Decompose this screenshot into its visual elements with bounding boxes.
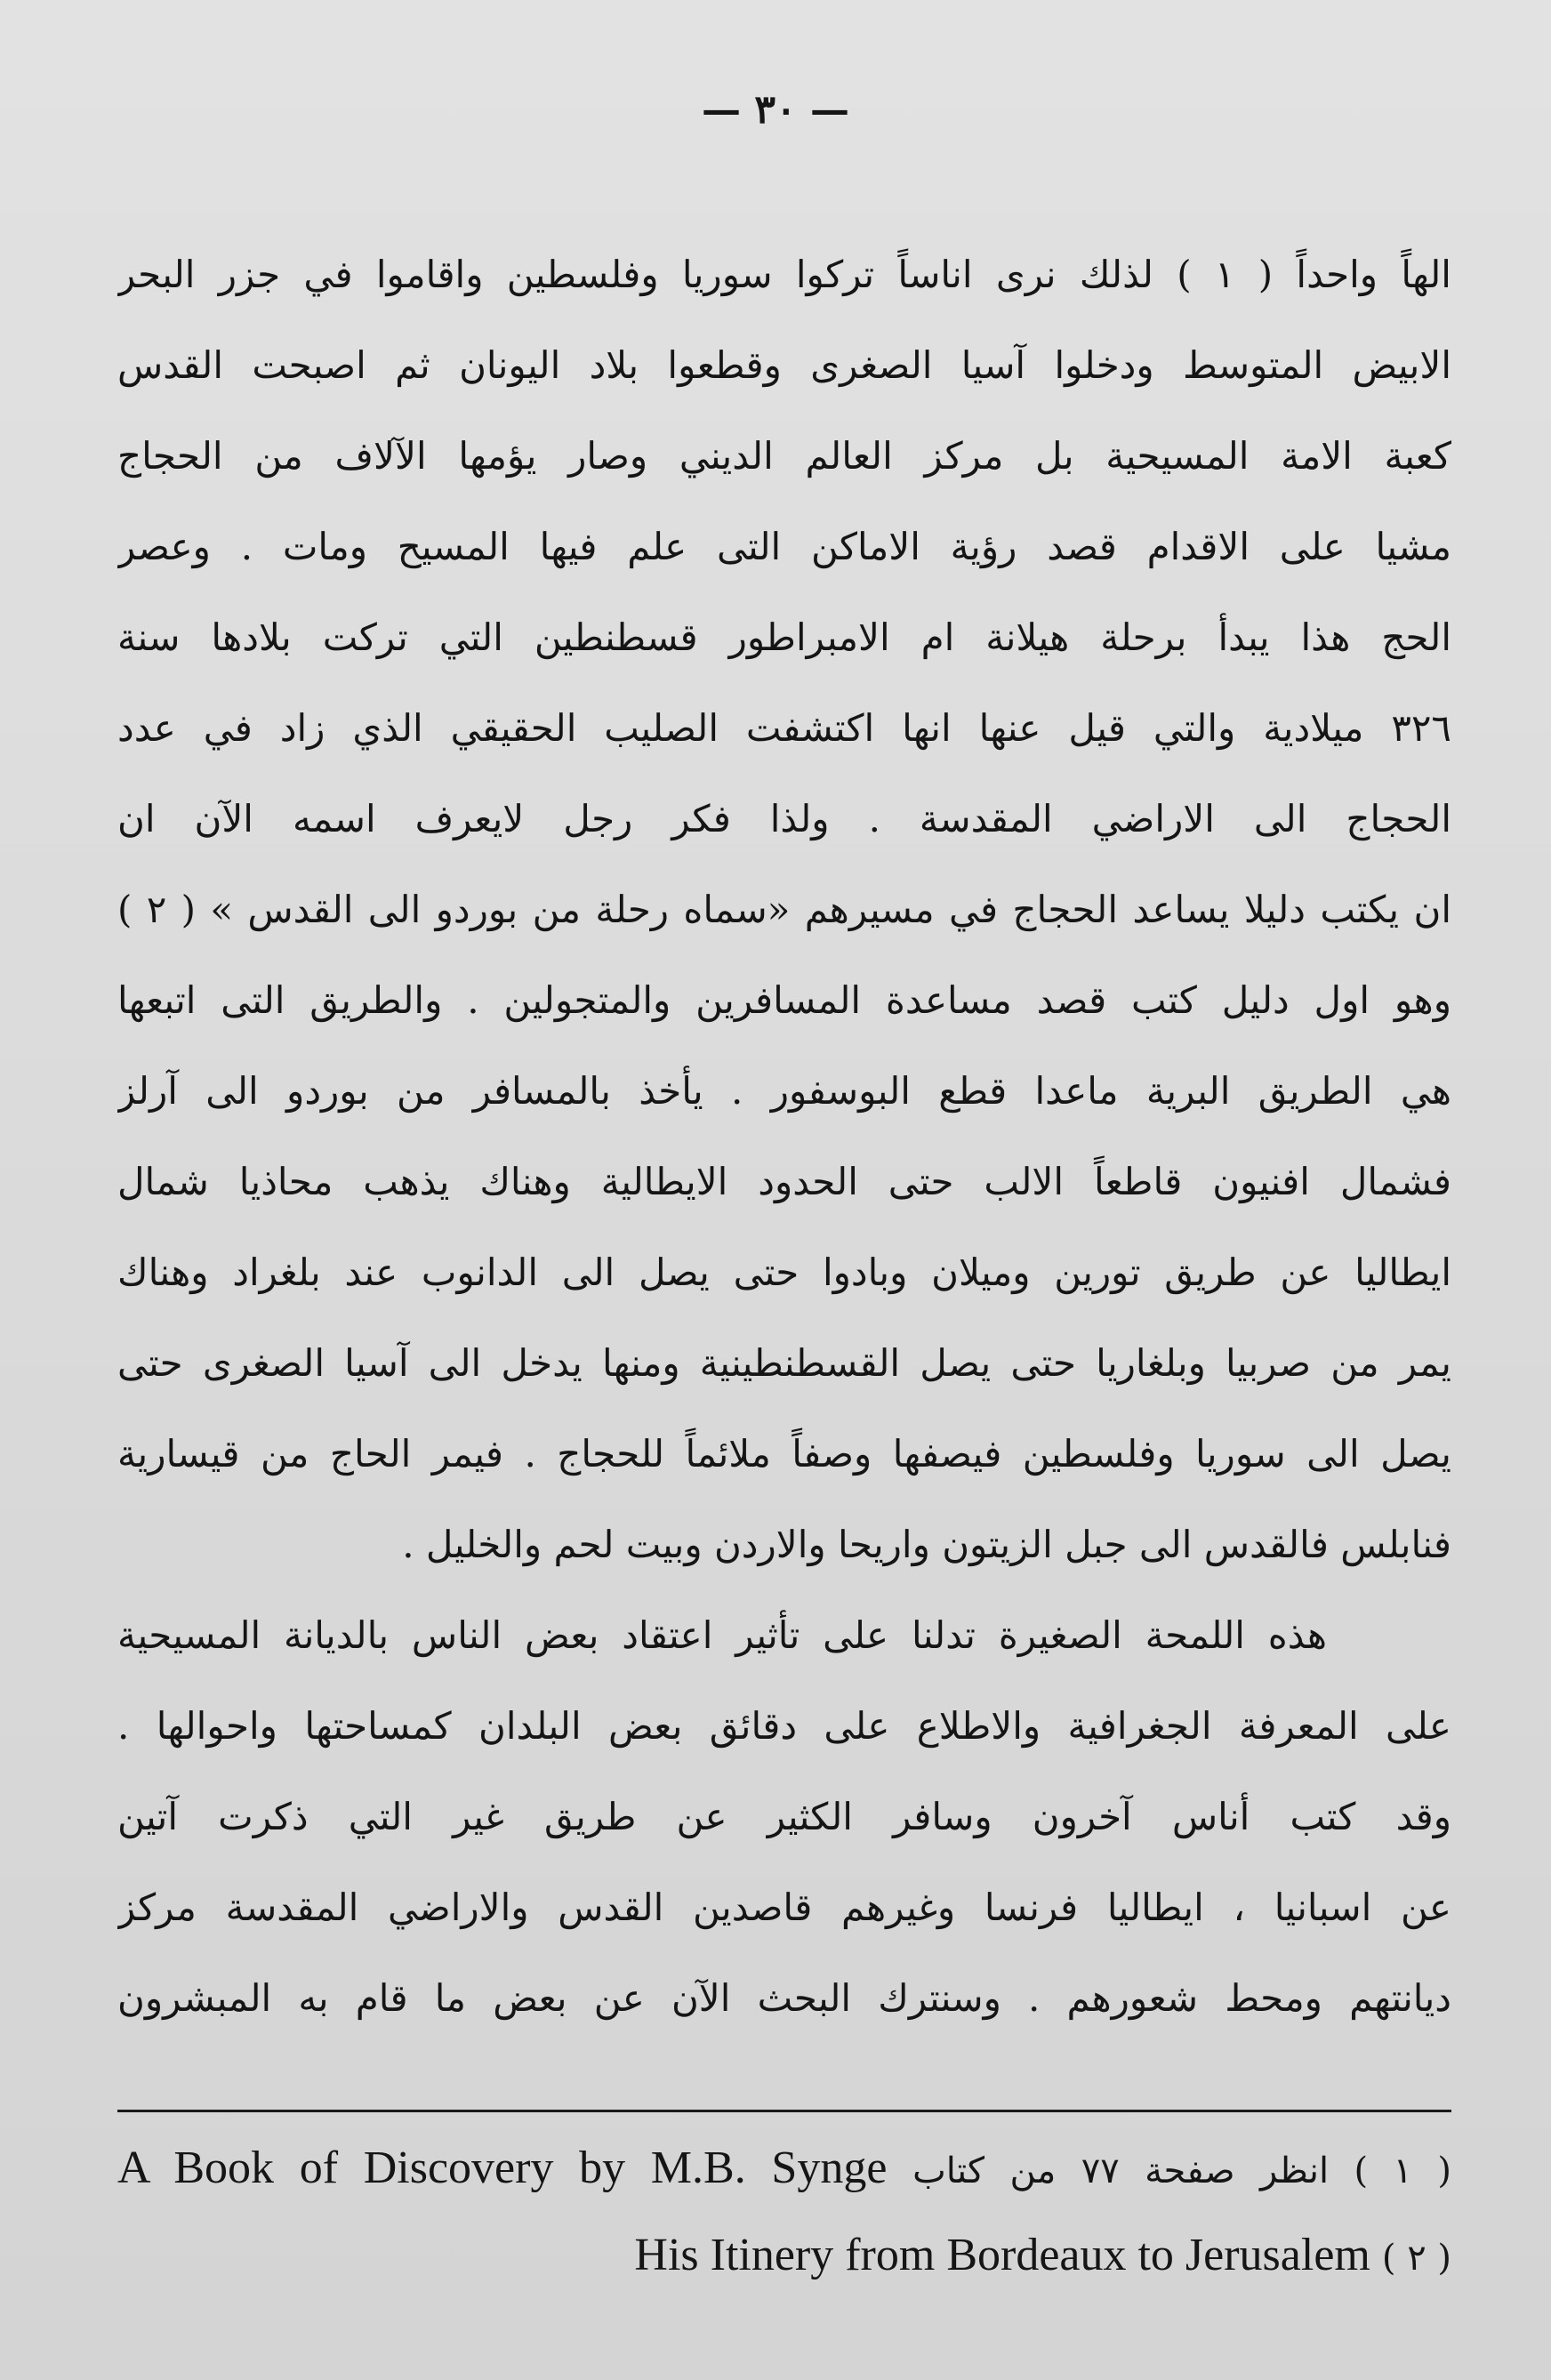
page-number: — ٣٠ —	[702, 87, 849, 133]
text-line: وقد كتب أناس آخرون وسافر الكثير عن طريق غير التي ذكرت آتين	[117, 1795, 1451, 1838]
text-line: عن اسبانيا ، ايطاليا فرنسا وغيرهم قاصدين القدس والاراضي المقدسة مركز	[117, 1886, 1451, 1929]
footnote-1-arabic: ( ١ ) انظر صفحة ٧٧ من كتاب	[912, 2151, 1452, 2191]
text-line: الحج هذا يبدأ برحلة هيلانة ام الامبراطور قسطنطين التي تركت بلادها سنة	[117, 615, 1451, 659]
text-line: على المعرفة الجغرافية والاطلاع على دقائق بعض البلدان كمساحتها واحوالها .	[117, 1704, 1451, 1748]
text-line: الابيض المتوسط ودخلوا آسيا الصغرى وقطعوا بلاد اليونان ثم اصبحت القدس	[117, 343, 1451, 387]
text-line: وهو اول دليل كتب قصد مساعدة المسافرين والمتجولين . والطريق التى اتبعها	[117, 978, 1451, 1022]
footnote-2-marker: ( ٢ )	[1381, 2238, 1451, 2279]
footnote-1	[117, 2133, 1451, 2204]
text-line: فنابلس فالقدس الى جبل الزيتون واريحا والاردن وبيت لحم والخليل .	[402, 1523, 1451, 1566]
text-line: مشيا على الاقدام قصد رؤية الاماكن التى علم فيها المسيح ومات . وعصر	[117, 525, 1451, 568]
footnote-divider	[117, 2110, 1451, 2112]
text-line: يصل الى سوريا وفلسطين فيصفها وصفاً ملائماً للحجاج . فيمر الحاج من قيسارية	[117, 1432, 1451, 1475]
text-line: هذه اللمحة الصغيرة تدلنا على تأثير اعتقاد بعض الناس بالديانة المسيحية	[117, 1613, 1327, 1657]
text-line: ايطاليا عن طريق تورين وميلان وبادوا حتى يصل الى الدانوب عند بلغراد وهناك	[117, 1250, 1451, 1294]
text-line: الحجاج الى الاراضي المقدسة . ولذا فكر رجل لايعرف اسمه الآن ان	[117, 797, 1451, 840]
text-line: كعبة الامة المسيحية بل مركز العالم الديني وصار يؤمها الآلاف من الحجاج	[117, 434, 1451, 478]
text-line: هي الطريق البرية ماعدا قطع البوسفور . يأخذ بالمسافر من بوردو الى آرلز	[117, 1069, 1451, 1113]
text-line: ديانتهم ومحط شعورهم . وسنترك البحث الآن عن بعض ما قام به المبشرون	[117, 1976, 1451, 2020]
footnote-2	[117, 2220, 1451, 2291]
body-text	[117, 229, 1451, 2044]
text-line: ٣٢٦ ميلادية والتي قيل عنها انها اكتشفت الصليب الحقيقي الذي زاد في عدد	[117, 706, 1451, 750]
text-line: الهاً واحداً ( ١ ) لذلك نرى اناساً تركوا سوريا وفلسطين واقاموا في جزر البحر	[117, 253, 1451, 296]
footnote-2-latin: His Itinery from Bordeaux to Jerusalem	[634, 2230, 1370, 2280]
text-line: ان يكتب دليلا يساعد الحجاج في مسيرهم «سماه رحلة من بوردو الى القدس » ( ٢ )	[117, 888, 1451, 931]
footnote-1-latin: A Book of Discovery by M.B. Synge	[117, 2143, 888, 2193]
text-line: يمر من صربيا وبلغاريا حتى يصل القسطنطينية ومنها يدخل الى آسيا الصغرى حتى	[117, 1341, 1451, 1385]
text-line: فشمال افنيون قاطعاً الالب حتى الحدود الايطالية وهناك يذهب محاذيا شمال	[117, 1160, 1451, 1203]
